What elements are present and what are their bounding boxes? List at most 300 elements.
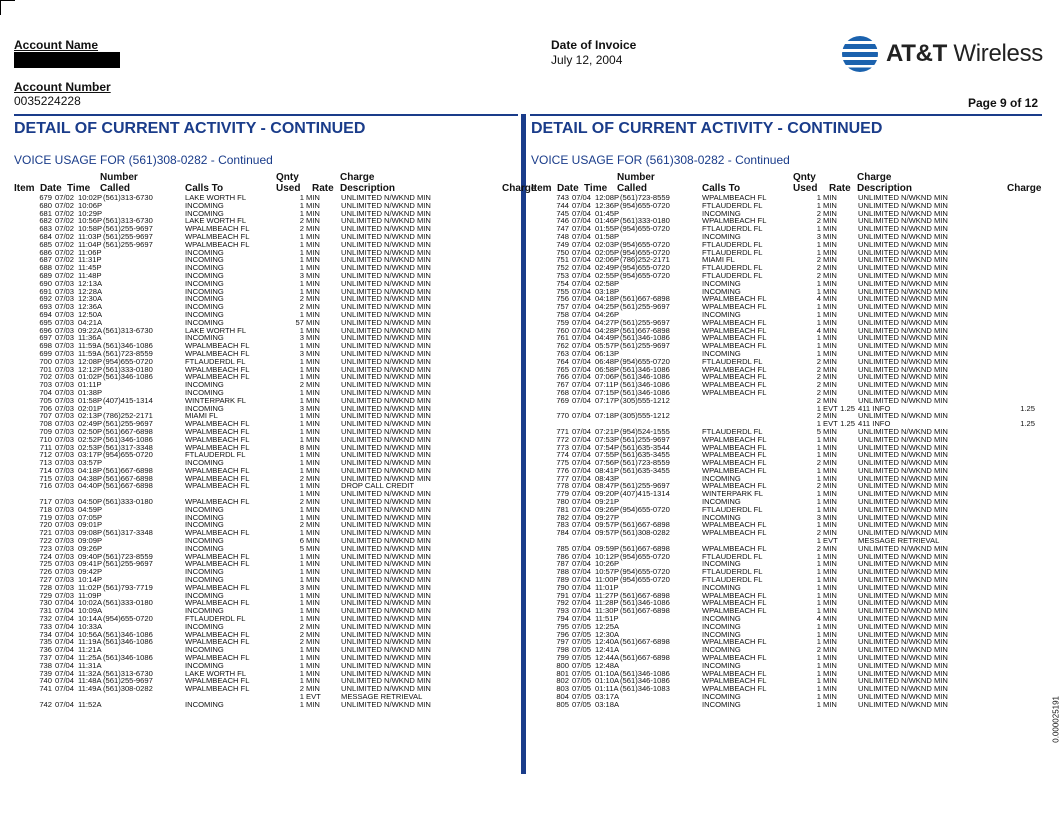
calls-to: FTLAUDERDL FL: [702, 270, 763, 280]
description: UNLIMITED N/WKND MIN: [341, 458, 431, 468]
item-number: 774: [556, 450, 569, 460]
description: UNLIMITED N/WKND MIN: [858, 348, 948, 358]
description: UNLIMITED N/WKND MIN: [341, 419, 431, 429]
calls-to: WPALMBEACH FL: [185, 224, 250, 234]
called-number: (954)655-0720: [620, 263, 670, 273]
quantity: 1: [816, 590, 821, 600]
calls-to: FTLAUDERDL FL: [702, 247, 763, 257]
description: UNLIMITED N/WKND MIN: [858, 684, 948, 694]
description: UNLIMITED N/WKND MIN: [858, 255, 948, 265]
call-time: 04:59P: [78, 504, 103, 514]
calls-to: FTLAUDERDL FL: [702, 504, 763, 514]
description: UNLIMITED N/WKND MIN: [341, 504, 431, 514]
header-date: Date: [40, 183, 62, 194]
logo-suffix: Wireless: [947, 40, 1043, 67]
description: UNLIMITED N/WKND MIN: [858, 395, 948, 405]
item-number: 800: [556, 660, 569, 670]
call-date: 07/03: [55, 473, 75, 483]
quantity: 1: [299, 364, 304, 374]
item-number: 705: [39, 395, 52, 405]
quantity: 3: [299, 348, 304, 358]
item-number: 776: [556, 465, 569, 475]
unit: MIN: [823, 364, 837, 374]
call-date: 07/04: [572, 426, 592, 436]
unit: MIN: [306, 582, 320, 592]
call-time: 11:03P: [78, 231, 102, 241]
unit: MIN: [306, 286, 320, 296]
call-date: 07/04: [572, 387, 592, 397]
call-time: 11:02P: [78, 582, 102, 592]
calls-to: FTLAUDERDL FL: [185, 356, 246, 366]
call-time: 10:33A: [78, 621, 103, 631]
calls-to: INCOMING: [185, 317, 224, 327]
header-charge: Charge: [1007, 183, 1042, 194]
called-number: (561)308-0282: [620, 528, 670, 538]
item-number: 707: [39, 411, 52, 421]
call-date: 07/04: [572, 520, 592, 530]
call-time: 10:06P: [78, 200, 103, 210]
item-number: 775: [556, 458, 569, 468]
call-time: 02:52P: [78, 434, 103, 444]
calls-to: FTLAUDERDL FL: [702, 200, 763, 210]
unit: MIN: [823, 473, 837, 483]
call-date: 07/04: [572, 224, 592, 234]
call-time: 12:08P: [595, 193, 620, 202]
item-number: 718: [39, 504, 52, 514]
item-number: 741: [39, 684, 52, 694]
item-number: 768: [556, 387, 569, 397]
item-number: 688: [39, 263, 52, 273]
call-date: 07/03: [55, 551, 75, 561]
charge: 1.25: [1020, 403, 1035, 413]
quantity: 1: [299, 193, 304, 202]
called-number: (561)346-1086: [103, 653, 153, 663]
description: UNLIMITED N/WKND MIN: [858, 442, 948, 452]
call-date: 07/04: [572, 341, 592, 351]
quantity: 1: [299, 504, 304, 514]
quantity: 2: [816, 387, 821, 397]
unit: MIN: [823, 286, 837, 296]
call-date: 07/04: [55, 645, 75, 655]
unit: MIN: [823, 606, 837, 616]
description: UNLIMITED N/WKND MIN: [858, 341, 948, 351]
quantity: 1: [816, 598, 821, 608]
call-time: 04:18P: [78, 465, 103, 475]
unit: MIN: [306, 520, 320, 530]
called-number: (407)415-1314: [620, 489, 670, 499]
quantity: 2: [299, 216, 304, 226]
call-date: 07/03: [55, 395, 75, 405]
call-time: 11:06P: [78, 247, 102, 257]
item-number: 794: [556, 614, 569, 624]
description: UNLIMITED N/WKND MIN: [341, 489, 431, 499]
quantity: 1: [299, 395, 304, 405]
unit: MIN: [306, 294, 320, 304]
unit: MIN: [823, 450, 837, 460]
description: UNLIMITED N/WKND MIN: [858, 309, 948, 319]
calls-to: WPALMBEACH FL: [185, 582, 250, 592]
item-number: 778: [556, 481, 569, 491]
called-number: (561)255-9697: [103, 231, 153, 241]
called-number: (561)255-9697: [620, 317, 670, 327]
calls-to: LAKE WORTH FL: [185, 193, 247, 202]
unit: MIN: [306, 216, 320, 226]
calls-to: WPALMBEACH FL: [702, 637, 767, 647]
call-date: 07/04: [572, 231, 592, 241]
item-number: 697: [39, 333, 52, 343]
unit: MIN: [823, 434, 837, 444]
quantity: 1: [299, 489, 304, 499]
item-number: 803: [556, 684, 569, 694]
item-number: 747: [556, 224, 569, 234]
item-number: 782: [556, 512, 569, 522]
unit: MIN: [306, 645, 320, 655]
item-number: 710: [39, 434, 52, 444]
call-date: 07/02: [55, 255, 75, 265]
call-time: 11:04P: [78, 239, 102, 249]
header-time: Time: [67, 183, 91, 194]
call-time: 12:25A: [595, 621, 620, 631]
quantity: 1: [816, 419, 821, 429]
item-number: 732: [39, 614, 52, 624]
item-number: 791: [556, 590, 569, 600]
unit: MIN: [306, 325, 320, 335]
header-used: Used: [276, 183, 301, 194]
unit: MIN: [306, 372, 320, 382]
description: UNLIMITED N/WKND MIN: [341, 364, 431, 374]
header-charge: Charge: [502, 183, 537, 194]
item-number: 748: [556, 231, 569, 241]
unit: MIN: [306, 247, 320, 257]
call-time: 09:01P: [78, 520, 103, 530]
call-time: 04:49P: [595, 333, 620, 343]
item-number: 751: [556, 255, 569, 265]
call-time: 10:09A: [78, 606, 103, 616]
call-date: 07/03: [55, 341, 75, 351]
call-time: 07:56P: [595, 458, 620, 468]
call-date: 07/03: [55, 504, 75, 514]
quantity: 2: [816, 645, 821, 655]
header-charge-top: Charge: [340, 172, 375, 183]
unit: MIN: [306, 317, 320, 327]
call-time: 01:02P: [78, 372, 103, 382]
quantity: 1: [816, 668, 821, 678]
calls-to: INCOMING: [185, 270, 224, 280]
call-time: 01:58P: [595, 231, 620, 241]
unit: MIN: [823, 380, 837, 390]
account-number-label: Account Number: [14, 80, 111, 94]
description: UNLIMITED N/WKND MIN: [341, 333, 431, 343]
description: UNLIMITED N/WKND MIN: [858, 559, 948, 569]
calls-to: WPALMBEACH FL: [702, 372, 767, 382]
description: UNLIMITED N/WKND MIN: [341, 356, 431, 366]
header-called: Called: [100, 183, 131, 194]
account-name-label: Account Name: [14, 38, 99, 52]
call-date: 07/03: [55, 512, 75, 522]
description: UNLIMITED N/WKND MIN: [858, 193, 948, 202]
unit: MIN: [306, 668, 320, 678]
unit: MIN: [823, 247, 837, 257]
call-date: 07/05: [572, 676, 592, 686]
called-number: (561)313-6730: [103, 216, 153, 226]
item-number: 802: [556, 676, 569, 686]
calls-to: WPALMBEACH FL: [702, 668, 767, 678]
unit: MIN: [823, 465, 837, 475]
calls-to: WPALMBEACH FL: [185, 551, 250, 561]
quantity: 1: [299, 341, 304, 351]
header-charge-top: Charge: [857, 172, 892, 183]
call-date: 07/04: [572, 239, 592, 249]
calls-to: INCOMING: [702, 278, 741, 288]
item-number: 804: [556, 692, 569, 701]
call-date: 07/04: [572, 512, 592, 522]
description: UNLIMITED N/WKND MIN: [858, 278, 948, 288]
item-number: 694: [39, 309, 52, 319]
quantity: 1: [816, 247, 821, 257]
item-number: 734: [39, 629, 52, 639]
unit: MIN: [306, 356, 320, 366]
call-date: 07/04: [572, 450, 592, 460]
call-date: 07/05: [572, 621, 592, 631]
call-time: 08:47P: [595, 481, 620, 491]
unit: MIN: [823, 442, 837, 452]
unit: MIN: [823, 200, 837, 210]
call-time: 12:30A: [595, 629, 620, 639]
called-number: (954)655-0720: [103, 356, 153, 366]
called-number: (561)723-8559: [103, 551, 153, 561]
unit: MIN: [823, 193, 837, 202]
call-date: 07/04: [572, 395, 592, 405]
description: UNLIMITED N/WKND MIN: [858, 434, 948, 444]
calls-to: INCOMING: [185, 403, 224, 413]
unit: MIN: [823, 637, 837, 647]
call-date: 07/04: [572, 606, 592, 616]
call-date: 07/04: [572, 473, 592, 483]
description: UNLIMITED N/WKND MIN: [341, 536, 431, 546]
description: UNLIMITED N/WKND MIN: [341, 473, 431, 483]
call-date: 07/04: [572, 309, 592, 319]
item-number: 712: [39, 450, 52, 460]
calls-to: INCOMING: [702, 348, 741, 358]
quantity: 2: [816, 208, 821, 218]
calls-to: WINTERPARK FL: [702, 489, 764, 499]
description: UNLIMITED N/WKND MIN: [858, 590, 948, 600]
call-time: 01:10A: [595, 668, 620, 678]
called-number: (561)723-8559: [620, 458, 670, 468]
call-date: 07/04: [55, 621, 75, 631]
unit: MIN: [823, 348, 837, 358]
called-number: (561)346-1086: [620, 380, 670, 390]
unit: MIN: [823, 668, 837, 678]
unit: MIN: [823, 302, 837, 312]
call-date: 07/04: [572, 278, 592, 288]
call-time: 11:59A: [78, 348, 102, 358]
item-number: 717: [39, 497, 52, 507]
quantity: 1: [299, 567, 304, 577]
calls-to: WPALMBEACH FL: [185, 598, 250, 608]
unit: MIN: [306, 387, 320, 397]
description: UNLIMITED N/WKND MIN: [341, 543, 431, 553]
item-number: 719: [39, 512, 52, 522]
call-date: 07/03: [55, 403, 75, 413]
called-number: (561)667-6898: [620, 606, 670, 616]
quantity: 1: [299, 450, 304, 460]
unit: MIN: [306, 528, 320, 538]
quantity: 2: [299, 294, 304, 304]
call-time: 10:57P: [595, 567, 620, 577]
quantity: 1: [299, 645, 304, 655]
call-time: 06:58P: [595, 364, 620, 374]
item-number: 738: [39, 660, 52, 670]
call-time: 07:21P: [595, 426, 620, 436]
called-number: (305)555-1212: [620, 411, 670, 421]
description: UNLIMITED N/WKND MIN: [341, 520, 431, 530]
description: UNLIMITED N/WKND MIN: [341, 231, 431, 241]
description: UNLIMITED N/WKND MIN: [341, 528, 431, 538]
called-number: (561)667-6898: [103, 473, 153, 483]
quantity: 1: [816, 239, 821, 249]
calls-to: INCOMING: [185, 512, 224, 522]
unit: MIN: [306, 481, 320, 491]
unit: MIN: [823, 325, 837, 335]
called-number: (954)655-0720: [620, 224, 670, 234]
unit: MIN: [306, 536, 320, 546]
call-date: 07/04: [572, 504, 592, 514]
calls-to: FTLAUDERDL FL: [185, 614, 246, 624]
unit: MIN: [823, 621, 837, 631]
called-number: (561)255-9697: [103, 419, 153, 429]
call-time: 07:18P: [595, 411, 620, 421]
called-number: (954)655-0720: [620, 356, 670, 366]
calls-to: INCOMING: [702, 629, 741, 639]
quantity: 1: [816, 224, 821, 234]
item-number: 729: [39, 590, 52, 600]
quantity: 2: [816, 543, 821, 553]
item-number: 769: [556, 395, 569, 405]
called-number: (561)635-3455: [620, 465, 670, 475]
call-date: 07/04: [572, 458, 592, 468]
call-date: 07/03: [55, 442, 75, 452]
description: UNLIMITED N/WKND MIN: [341, 621, 431, 631]
calls-to: WPALMBEACH FL: [702, 606, 767, 616]
activity-column-right: [531, 172, 1042, 709]
call-time: 12:13A: [78, 278, 103, 288]
quantity: 1: [816, 653, 821, 663]
call-date: 07/02: [55, 231, 75, 241]
quantity: 3: [816, 231, 821, 241]
call-date: 07/03: [55, 590, 75, 600]
quantity: 2: [816, 372, 821, 382]
item-number: 721: [39, 528, 52, 538]
call-date: 07/03: [55, 458, 75, 468]
call-time: 01:11A: [595, 684, 619, 694]
item-number: 703: [39, 380, 52, 390]
call-date: 07/04: [55, 660, 75, 670]
call-date: 07/05: [572, 684, 592, 694]
called-number: (561)635-3455: [620, 450, 670, 460]
item-number: 735: [39, 637, 52, 647]
description: UNLIMITED N/WKND MIN: [341, 317, 431, 327]
item-number: 770: [556, 411, 569, 421]
description: UNLIMITED N/WKND MIN: [341, 551, 431, 561]
item-number: 742: [39, 699, 52, 709]
description: UNLIMITED N/WKND MIN: [858, 692, 948, 701]
item-number: 789: [556, 575, 569, 585]
description: UNLIMITED N/WKND MIN: [858, 231, 948, 241]
description: UNLIMITED N/WKND MIN: [341, 216, 431, 226]
description: UNLIMITED N/WKND MIN: [341, 637, 431, 647]
quantity: 1: [816, 317, 821, 327]
att-wireless-logo: [842, 36, 1043, 72]
activity-column-left: [14, 172, 537, 709]
calls-to: INCOMING: [702, 309, 741, 319]
calls-to: WPALMBEACH FL: [185, 473, 250, 483]
call-date: 07/04: [572, 575, 592, 585]
calls-to: INCOMING: [185, 575, 224, 585]
call-date: 07/03: [55, 364, 75, 374]
item-number: 787: [556, 559, 569, 569]
description: UNLIMITED N/WKND MIN: [858, 247, 948, 257]
title-rule-right: [530, 114, 1042, 116]
calls-to: WPALMBEACH FL: [702, 676, 767, 686]
called-number: (561)333-0180: [103, 364, 153, 374]
unit: MIN: [306, 543, 320, 553]
description: UNLIMITED N/WKND MIN: [858, 239, 948, 249]
quantity: 1: [299, 528, 304, 538]
item-number: 682: [39, 216, 52, 226]
unit: MIN: [306, 231, 320, 241]
description: UNLIMITED N/WKND MIN: [341, 380, 431, 390]
description: UNLIMITED N/WKND MIN: [341, 294, 431, 304]
call-time: 10:02A: [78, 598, 103, 608]
item-number: 805: [556, 699, 569, 709]
call-time: 04:21A: [78, 317, 103, 327]
call-date: 07/02: [55, 216, 75, 226]
quantity: 1: [299, 372, 304, 382]
item-number: 695: [39, 317, 52, 327]
calls-to: WPALMBEACH FL: [702, 302, 767, 312]
unit: MIN: [823, 567, 837, 577]
column-divider: [521, 114, 526, 774]
call-date: 07/03: [55, 419, 75, 429]
called-number: (561)255-9697: [620, 341, 670, 351]
call-time: 03:18P: [595, 286, 620, 296]
description: UNLIMITED N/WKND MIN: [341, 465, 431, 475]
description: UNLIMITED N/WKND MIN: [341, 208, 431, 218]
unit: MIN: [306, 653, 320, 663]
call-time: 12:08P: [78, 356, 103, 366]
quantity: 1: [299, 598, 304, 608]
calls-to: INCOMING: [185, 606, 224, 616]
quantity: 4: [816, 325, 821, 335]
call-time: 06:48P: [595, 356, 620, 366]
unit: MIN: [823, 614, 837, 624]
quantity: 2: [816, 270, 821, 280]
unit: MIN: [306, 270, 320, 280]
item-number: 691: [39, 286, 52, 296]
called-number: (305)555-1212: [620, 395, 670, 405]
table-row: [14, 685, 520, 693]
calls-to: INCOMING: [185, 247, 224, 257]
unit: MIN: [823, 341, 837, 351]
item-number: 781: [556, 504, 569, 514]
called-number: (561)667-6898: [103, 426, 153, 436]
item-number: 723: [39, 543, 52, 553]
quantity: 2: [816, 411, 821, 421]
description: UNLIMITED N/WKND MIN: [858, 294, 948, 304]
description: UNLIMITED N/WKND MIN: [858, 302, 948, 312]
quantity: 1: [816, 434, 821, 444]
